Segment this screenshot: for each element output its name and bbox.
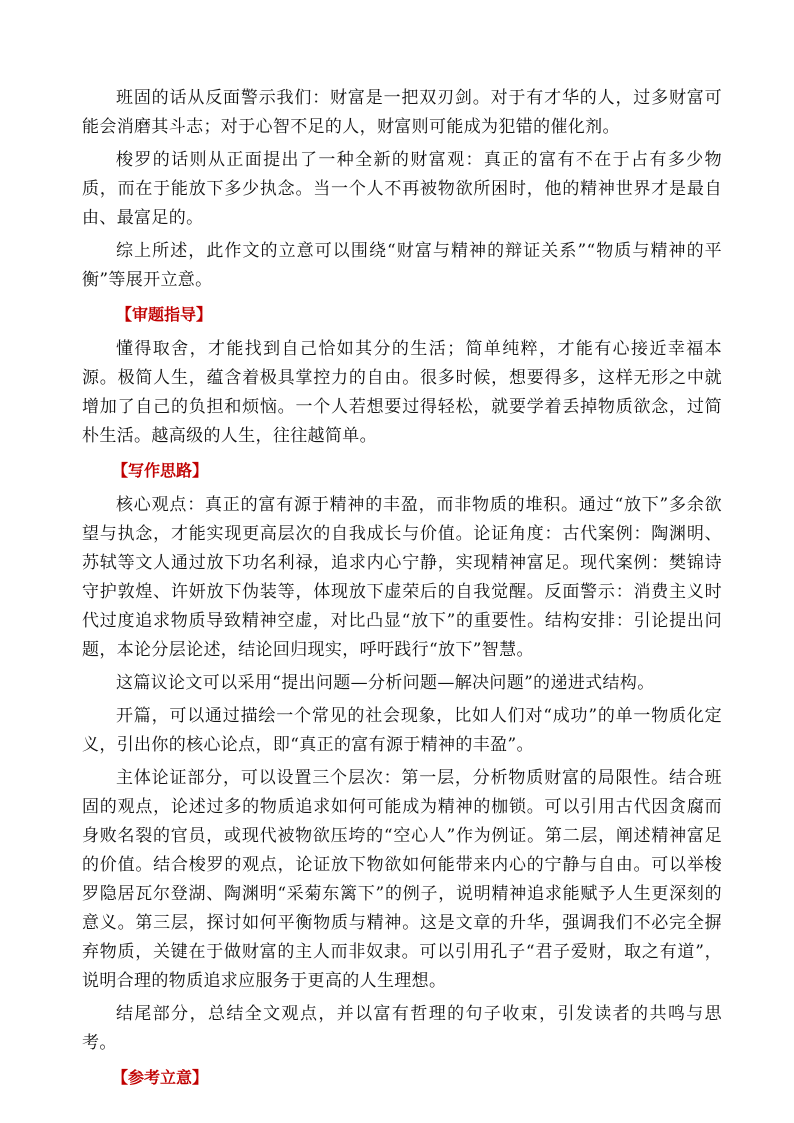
paragraph-shenti: 懂得取舍，才能找到自己恰如其分的生活；简单纯粹，才能有心接近幸福本源。极简人生，蕴含着极具掌控力的自由。很多时候，想要得多，这样无形之中就增加了自己的负担和烦恼。一个人若想要过得轻松，就要学着丢掉物质欲念，过简朴生活。越高级的人生，往往越简单。: [82, 339, 722, 446]
heading-writing-approach: 【写作思路】: [112, 461, 209, 480]
paragraph-ending: 结尾部分，总结全文观点，并以富有哲理的句子收束，引发读者的共鸣与思考。: [82, 1004, 722, 1053]
heading-shenti-guide: 【审题指导】: [116, 305, 213, 324]
paragraph-suoluo: 梭罗的话则从正面提出了一种全新的财富观：真正的富有不在于占有多少物质，而在于能放下多少执念。当一个人不再被物欲所困时，他的精神世界才是最自由、最富足的。: [82, 150, 722, 228]
paragraph-core-view: 核心观点：真正的富有源于精神的丰盈，而非物质的堆积。通过“放下”多余欲望与执念，才能实现更高层次的自我成长与价值。论证角度：古代案例：陶渊明、苏轼等文人通过放下功名利禄，追求内心宁静，实现精神富足。现代案例：樊锦诗守护敦煌、许妍放下伪装等，体现放下虚荣后的自我觉醒。反面警示：消费主义时代过度追求物质导致精神空虚，对比凸显“放下”的重要性。结构安排：引论提出问题，本论分层论述，结论回归现实，呼吁践行“放下”智慧。: [82, 495, 722, 660]
paragraph-bangu: 班固的话从反面警示我们：财富是一把双刃剑。对于有才华的人，过多财富可能会消磨其斗志；对于心智不足的人，财富则可能成为犯错的催化剂。: [82, 88, 722, 137]
document-page: [82, 84, 722, 1098]
paragraph-opening: 开篇，可以通过描绘一个常见的社会现象，比如人们对“成功”的单一物质化定义，引出你的核心论点，即“真正的富有源于精神的丰盈”。: [82, 706, 722, 755]
paragraph-body-argument: 主体论证部分，可以设置三个层次：第一层，分析物质财富的局限性。结合班固的观点，论述过多的物质追求如何可能成为精神的枷锁。可以引用古代因贪腐而身败名裂的官员，或现代被物欲压垮的“空心人”作为例证。第二层，阐述精神富足的价值。结合梭罗的观点，论证放下物欲如何能带来内心的宁静与自由。可以举梭罗隐居瓦尔登湖、陶渊明“采菊东篱下”的例子，说明精神追求能赋予人生更深刻的意义。第三层，探讨如何平衡物质与精神。这是文章的升华，强调我们不必完全摒弃物质，关键在于做财富的主人而非奴隶。可以引用孔子“君子爱财，取之有道”，说明合理的物质追求应服务于更高的人生理想。: [82, 768, 722, 991]
paragraph-summary: 综上所述，此作文的立意可以围绕“财富与精神的辩证关系”“物质与精神的平衡”等展开立意。: [82, 241, 722, 290]
heading-reference-theme: 【参考立意】: [112, 1068, 209, 1087]
paragraph-structure: 这篇议论文可以采用“提出问题—分析问题—解决问题”的递进式结构。: [116, 673, 655, 693]
